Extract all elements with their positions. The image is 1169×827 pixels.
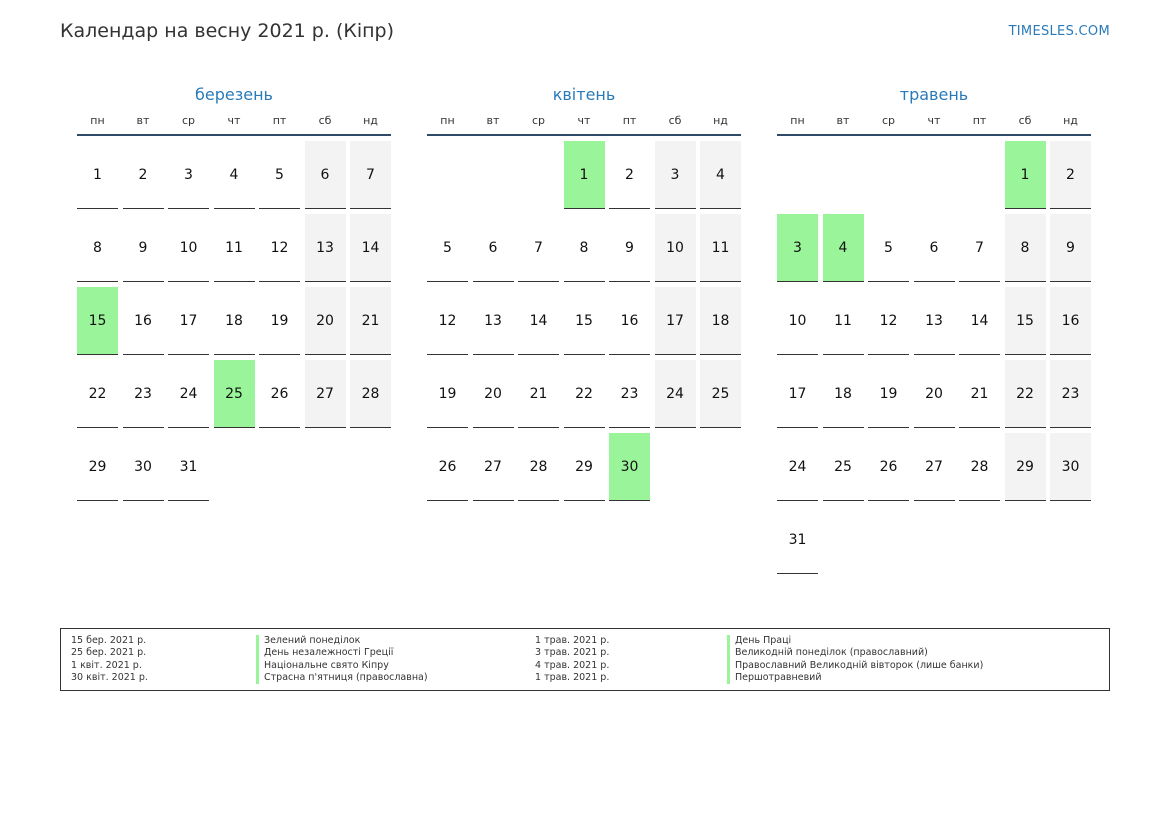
day-cell: 13 <box>914 287 955 355</box>
day-cell: 10 <box>168 214 209 282</box>
day-cell: 5 <box>427 214 468 282</box>
legend-date: 1 квіт. 2021 р. <box>71 659 142 671</box>
day-cell: 17 <box>777 360 818 428</box>
legend-holiday-name: День Праці <box>727 635 791 647</box>
day-cell: 29 <box>1005 433 1046 501</box>
month-calendar <box>777 82 1091 574</box>
day-cell: 11 <box>214 214 255 282</box>
day-cell: 24 <box>655 360 696 428</box>
weekday-label: сб <box>1018 114 1032 127</box>
legend-date: 3 трав. 2021 р. <box>535 647 610 659</box>
day-cell: 13 <box>305 214 346 282</box>
empty-cell <box>959 141 1000 209</box>
day-cell: 21 <box>518 360 559 428</box>
day-cell: 23 <box>609 360 650 428</box>
weekday-label: пт <box>972 114 987 127</box>
day-cell: 20 <box>305 287 346 355</box>
day-cell: 25 <box>823 433 864 501</box>
day-cell: 16 <box>1050 287 1091 355</box>
day-cell: 3 <box>655 141 696 209</box>
day-cell: 30 <box>1050 433 1091 501</box>
day-cell: 25 <box>700 360 741 428</box>
day-cell: 5 <box>868 214 909 282</box>
days-grid <box>777 141 1091 574</box>
weekday-label: нд <box>713 114 728 127</box>
day-cell: 22 <box>564 360 605 428</box>
weekday-label: нд <box>1063 114 1078 127</box>
holiday-day-cell: 1 <box>1005 141 1046 209</box>
weekday-label: чт <box>927 114 941 127</box>
legend-holiday-name: Першотравневий <box>727 672 822 684</box>
legend-date: 1 трав. 2021 р. <box>535 671 610 683</box>
day-cell: 27 <box>914 433 955 501</box>
day-cell: 27 <box>305 360 346 428</box>
legend-holiday-name: Національне свято Кіпру <box>256 660 389 672</box>
day-cell: 19 <box>427 360 468 428</box>
empty-cell <box>427 141 468 209</box>
day-cell: 16 <box>123 287 164 355</box>
day-cell: 23 <box>1050 360 1091 428</box>
month-calendar <box>77 82 391 501</box>
holiday-legend <box>60 628 1110 691</box>
day-cell: 22 <box>1005 360 1046 428</box>
day-cell: 8 <box>77 214 118 282</box>
weekday-label: вт <box>136 114 150 127</box>
day-cell: 18 <box>700 287 741 355</box>
day-cell: 31 <box>168 433 209 501</box>
empty-cell <box>868 141 909 209</box>
day-cell: 14 <box>959 287 1000 355</box>
day-cell: 2 <box>1050 141 1091 209</box>
holiday-day-cell: 3 <box>777 214 818 282</box>
day-cell: 6 <box>473 214 514 282</box>
legend-date: 25 бер. 2021 р. <box>71 647 147 659</box>
day-cell: 17 <box>655 287 696 355</box>
day-cell: 12 <box>868 287 909 355</box>
legend-holiday-name: Великодній понеділок (православний) <box>727 647 928 659</box>
weekday-header <box>427 114 741 136</box>
day-cell: 29 <box>77 433 118 501</box>
day-cell: 30 <box>123 433 164 501</box>
day-cell: 28 <box>959 433 1000 501</box>
day-cell: 1 <box>77 141 118 209</box>
legend-date: 4 трав. 2021 р. <box>535 659 610 671</box>
day-cell: 16 <box>609 287 650 355</box>
day-cell: 28 <box>518 433 559 501</box>
day-cell: 11 <box>700 214 741 282</box>
weekday-label: пт <box>622 114 637 127</box>
day-cell: 18 <box>823 360 864 428</box>
legend-holiday-name: Страсна п'ятниця (православна) <box>256 672 428 684</box>
day-cell: 2 <box>123 141 164 209</box>
day-cell: 8 <box>1005 214 1046 282</box>
empty-cell <box>914 141 955 209</box>
day-cell: 2 <box>609 141 650 209</box>
legend-holiday-name: Зелений понеділок <box>256 635 360 647</box>
day-cell: 24 <box>168 360 209 428</box>
day-cell: 28 <box>350 360 391 428</box>
days-grid <box>427 141 741 501</box>
day-cell: 15 <box>564 287 605 355</box>
weekday-label: чт <box>227 114 241 127</box>
weekday-label: пн <box>440 114 455 127</box>
legend-date: 1 трав. 2021 р. <box>535 635 610 646</box>
weekday-header <box>77 114 391 136</box>
day-cell: 6 <box>914 214 955 282</box>
day-cell: 12 <box>259 214 300 282</box>
day-cell: 23 <box>123 360 164 428</box>
weekday-label: нд <box>363 114 378 127</box>
day-cell: 7 <box>518 214 559 282</box>
day-cell: 22 <box>77 360 118 428</box>
day-cell: 13 <box>473 287 514 355</box>
days-grid <box>77 141 391 501</box>
weekday-label: ср <box>181 114 196 127</box>
day-cell: 21 <box>350 287 391 355</box>
legend-date: 15 бер. 2021 р. <box>71 635 147 646</box>
day-cell: 18 <box>214 287 255 355</box>
holiday-day-cell: 25 <box>214 360 255 428</box>
day-cell: 5 <box>259 141 300 209</box>
day-cell: 31 <box>777 506 818 574</box>
holiday-day-cell: 4 <box>823 214 864 282</box>
weekday-label: пн <box>790 114 805 127</box>
day-cell: 20 <box>473 360 514 428</box>
day-cell: 15 <box>1005 287 1046 355</box>
day-cell: 10 <box>655 214 696 282</box>
legend-date: 30 квіт. 2021 р. <box>71 671 148 683</box>
holiday-day-cell: 30 <box>609 433 650 501</box>
weekday-label: пн <box>90 114 105 127</box>
day-cell: 12 <box>427 287 468 355</box>
day-cell: 26 <box>868 433 909 501</box>
day-cell: 19 <box>868 360 909 428</box>
day-cell: 24 <box>777 433 818 501</box>
day-cell: 26 <box>427 433 468 501</box>
day-cell: 7 <box>959 214 1000 282</box>
day-cell: 19 <box>259 287 300 355</box>
legend-holiday-name: День незалежності Греції <box>256 647 393 659</box>
site-link[interactable]: TIMESLES.COM <box>1008 24 1110 39</box>
day-cell: 26 <box>259 360 300 428</box>
day-cell: 20 <box>914 360 955 428</box>
day-cell: 29 <box>564 433 605 501</box>
day-cell: 17 <box>168 287 209 355</box>
day-cell: 9 <box>123 214 164 282</box>
empty-cell <box>518 141 559 209</box>
holiday-day-cell: 1 <box>564 141 605 209</box>
day-cell: 10 <box>777 287 818 355</box>
page-title: Календар на весну 2021 р. (Кіпр) <box>60 20 395 42</box>
weekday-label: вт <box>836 114 850 127</box>
weekday-label: сб <box>318 114 332 127</box>
month-name: квітень <box>552 85 616 104</box>
day-cell: 14 <box>350 214 391 282</box>
weekday-label: чт <box>577 114 591 127</box>
day-cell: 4 <box>214 141 255 209</box>
weekday-label: ср <box>881 114 896 127</box>
weekday-label: пт <box>272 114 287 127</box>
month-calendar <box>427 82 741 501</box>
day-cell: 21 <box>959 360 1000 428</box>
month-name: березень <box>195 85 273 104</box>
weekday-label: вт <box>486 114 500 127</box>
day-cell: 7 <box>350 141 391 209</box>
empty-cell <box>823 141 864 209</box>
weekday-header <box>777 114 1091 136</box>
day-cell: 9 <box>609 214 650 282</box>
holiday-day-cell: 15 <box>77 287 118 355</box>
weekday-label: ср <box>531 114 546 127</box>
legend-holiday-name: Православний Великодній вівторок (лише банки) <box>727 660 983 672</box>
day-cell: 8 <box>564 214 605 282</box>
month-name: травень <box>899 85 969 104</box>
empty-cell <box>777 141 818 209</box>
day-cell: 9 <box>1050 214 1091 282</box>
day-cell: 3 <box>168 141 209 209</box>
day-cell: 14 <box>518 287 559 355</box>
day-cell: 4 <box>700 141 741 209</box>
day-cell: 27 <box>473 433 514 501</box>
day-cell: 6 <box>305 141 346 209</box>
weekday-label: сб <box>668 114 682 127</box>
day-cell: 11 <box>823 287 864 355</box>
empty-cell <box>473 141 514 209</box>
